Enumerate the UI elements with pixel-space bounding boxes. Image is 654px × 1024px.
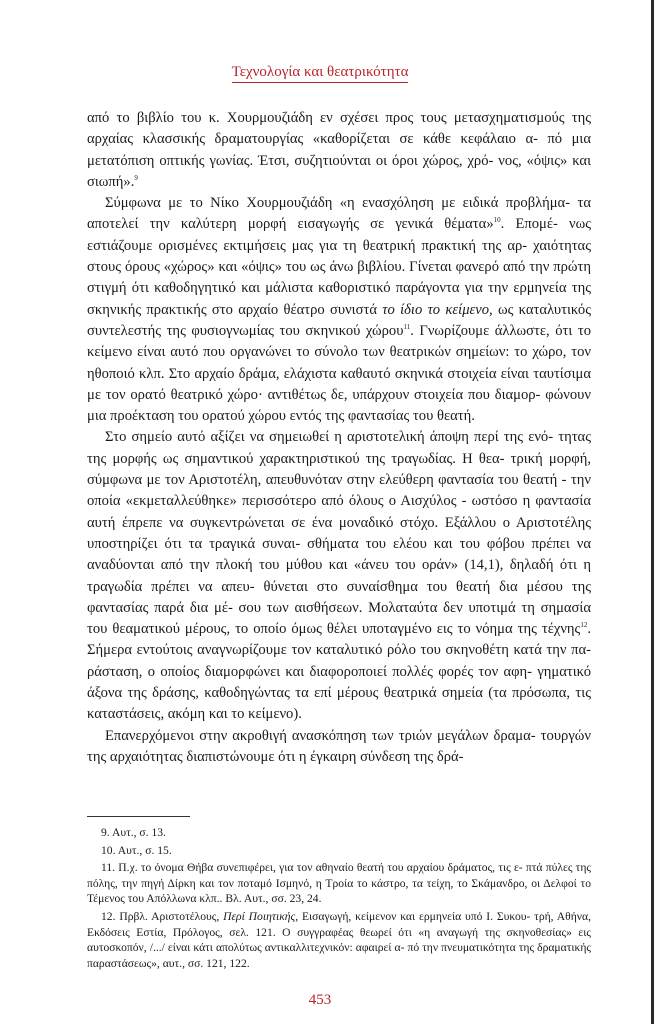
paragraph-3: Στο σημείο αυτό αξίζει να σημειωθεί η αριστοτελική άποψη περί της ενό- τητας της μορφής ως σημαντικού χαρακτηριστικού της τραγωδίας. Η θεα- τρική μορφή, σύμφωνα με τον Αριστοτέλη, απευθυνόταν στην ελεύθερη φαντασία του θεατή - την οποία «εκμεταλλεύθηκε» περισσότερο από όλους ο Αισχύλος - ωστόσο η φαντασία αυτή έπρεπε να συγκεντρώνεται σε ένα μοναδικό στόχο. Εξάλλου ο Αριστοτέλης υποστηρίζει ότι τα τραγικά συναι- σθήματα του ελέου και του φόβου πρέπει να αναδύονται από την πλοκή του μύθου και «άνευ του οράν» (14,1), δηλαδή ότι η τραγωδία πρέπει να απευ- θύνεται στο συναίσθημα του θεατή δια μέσου της φαντασίας παρά δια μέ- σου των αισθήσεων. Μολαταύτα δεν υποτιμά τη σημασία του θεαματικού μέρους, το οποίο όμως θέλει υποταγμένο εις το νόημα της τέχνης$^{12}$. Σήμερα εντούτοις αναγνωρίζουμε τον καταλυτικό ρόλο του σκηνοθέτη κατά την πα- ράσταση, ο οποίος διαμορφώνει και διαφοροποιεί πολλές φορές τον αφη- γηματικό άξονα της δράσης, καθοδηγώντας τα επί μέρους θεατρικά σημεία (τα πρόσωπα, τις καταστάσεις, ακόμη και το κείμενο).: [87, 429, 591, 723]
footnote-11: 11. Π.χ. το όνομα Θήβα συνεπιφέρει, για τον αθηναίο θεατή του αρχαίου δράματος, τις ε- πτά πύλες της πόλης, την πηγή Δίρκη και τον ποταμό Ισμηνό, η Τροία το κάστρο, τα τείχη, το Σκάμανδρο, οι Δελφοί το Τέμενος του Απόλλωνα κλπ.. Βλ. Αυτ., σσ. 23, 24.: [87, 861, 591, 906]
footnote-ref-9: 9: [134, 173, 138, 182]
footnote-ref-10: 10: [493, 216, 501, 225]
footnote-10: 10. Αυτ., σ. 15.: [101, 843, 172, 857]
paragraph-1: από το βιβλίο του κ. Χουρμουζιάδη εν σχέσει προς τους μετασχηματισμούς της αρχαίας κλασσικής δραματουργίας «καθορίζεται σε κάθε κεφάλαιο α- πό μια μετατόπιση οπτικής γωνίας. Έτσι, συζητιούνται οι όροι χώρος, χρό- νος, «όψις» και σιωπή».$^9$: [87, 110, 591, 190]
paragraph-2: Σύμφωνα με το Νίκο Χουρμουζιάδη «η ενασχόληση με ειδικά προβλήμα- τα αποτελεί την καλύτερη μορφή εισαγωγής σε γενικά θέματα»$^{10}$. Επομέ- νως εστιάζουμε ορισμένες εκτιμήσεις μας για τη θεατρική πρακτική της αρ- χαιότητας στους όρους «χώρος» και «όψις» του ως άνω βιβλίου. Γίνεται φανερό από την πρώτη στιγμή ότι καθοδηγητικό και μάλιστα καθοριστικό παράγοντα για την ερμηνεία της σκηνικής πρακτικής στο αρχαίο θέατρο συνιστά το ίδιο το κείμενο, ως καταλυτικός συντελεστής της φυσιογνωμίας του σκηνικού χώρου$^{11}$. Γνωρίζουμε άλλωστε, ότι το κείμενο είναι αυτό που οργανώνει το σύνολο των θεατρικών σημείων: το χώρο, τον ηθοποιό κλπ. Στο αρχαίο δράμα, ελάχιστα καθαυτό σκηνικά στοιχεία είναι ταυτίσιμα με τον ορατό θεατρικό χώρο· αντιθέτως δε, υπάρχουν στοιχεία που διαμορ- φώνουν μια προέκταση του ορατού χώρου εντός της φαντασίας του θεατή.: [87, 195, 591, 425]
running-head-title: Τεχνολογία και θεατρικότητα: [232, 64, 409, 83]
footnote-9: 9. Αυτ., σ. 13.: [101, 826, 166, 839]
footnote-12: 12. Πρβλ. Αριστοτέλους, Περί Ποιητικής, Εισαγωγή, κείμενον και ερμηνεία υπό Ι. Συκου- τρή, Αθήνα, Εκδόσεις Εστία, Πρόλογος, σελ. 121. Ο συγγραφέας θεωρεί ότι «η αναγωγή της σκηνοθεσίας» εις αυτοσκοπόν, /.../ είναι κάτι απολύτως αντικαλλιτεχνικόν: αφαιρεί α- πό την πνευματικότητα της δραματικής παραστάσεως», αυτ., σσ. 121, 122.: [87, 909, 591, 970]
page-number: 453: [308, 992, 332, 1008]
book-title-emphasis: Περί Ποιητικής: [223, 909, 296, 923]
footnote-ref-12: 12: [580, 621, 588, 630]
footnote-ref-11: 11: [403, 322, 411, 331]
running-head: [0, 64, 640, 81]
paragraph-4: Επανερχόμενοι στην ακροθιγή ανασκόπηση των τριών μεγάλων δραμα- τουργών της αρχαιότητας διαπιστώνουμε ότι η έγκαιρη σύνδεση της δρά-: [87, 727, 591, 765]
main-text: [87, 108, 591, 768]
footnotes: [87, 825, 591, 973]
footnote-separator: [87, 816, 190, 817]
emphasis-text: το ίδιο το κείμενο: [382, 301, 490, 318]
